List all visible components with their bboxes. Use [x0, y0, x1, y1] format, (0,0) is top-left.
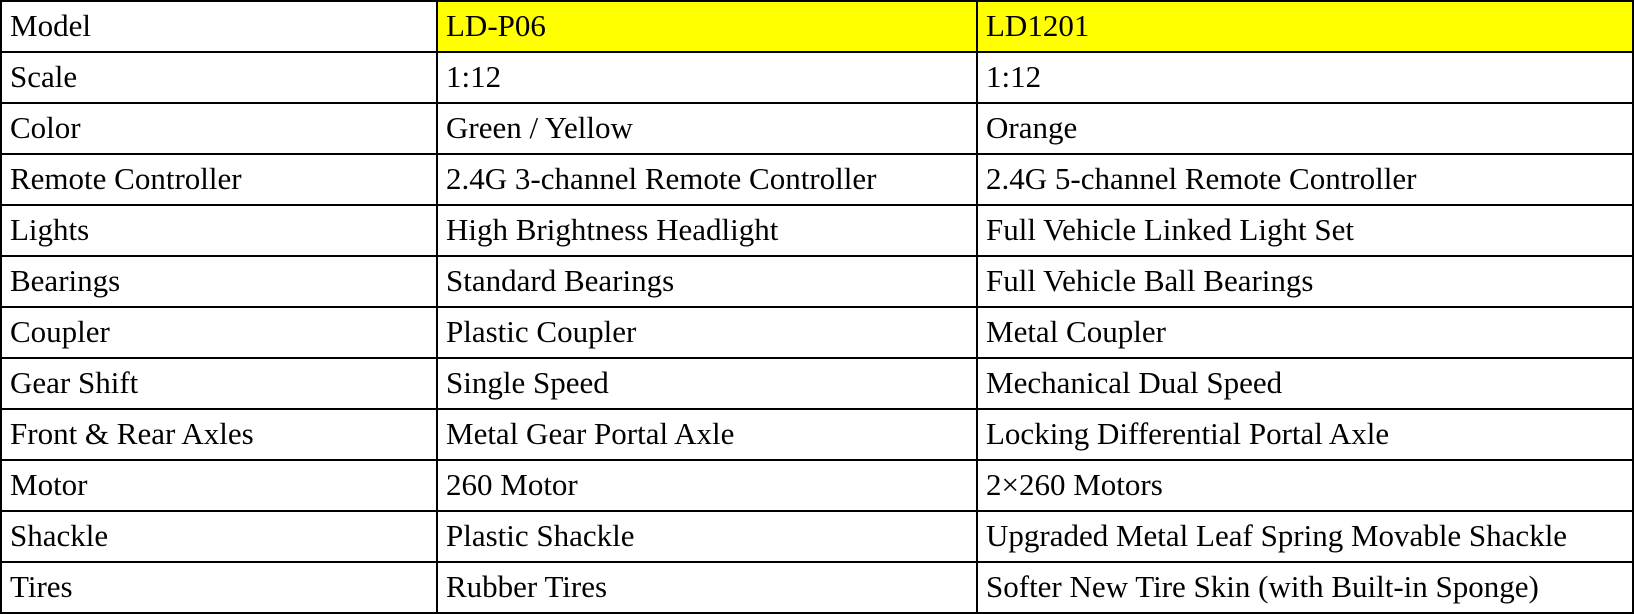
row-label: Gear Shift	[1, 358, 437, 409]
table-row	[1, 562, 1633, 613]
row-value-model-a: Plastic Shackle	[437, 511, 977, 562]
row-value-model-a: Single Speed	[437, 358, 977, 409]
row-value-model-b: 2×260 Motors	[977, 460, 1633, 511]
row-label: Color	[1, 103, 437, 154]
row-value-model-a: 260 Motor	[437, 460, 977, 511]
table-row	[1, 103, 1633, 154]
row-label: Model	[1, 1, 437, 52]
row-value-model-b: Locking Differential Portal Axle	[977, 409, 1633, 460]
row-value-model-b: Full Vehicle Linked Light Set	[977, 205, 1633, 256]
table-body	[1, 1, 1633, 613]
row-label: Coupler	[1, 307, 437, 358]
table-row	[1, 460, 1633, 511]
table-row	[1, 307, 1633, 358]
row-label: Bearings	[1, 256, 437, 307]
table-row	[1, 511, 1633, 562]
table-row	[1, 358, 1633, 409]
table-row	[1, 1, 1633, 52]
row-value-model-b: Mechanical Dual Speed	[977, 358, 1633, 409]
table-row	[1, 409, 1633, 460]
row-value-model-b: Softer New Tire Skin (with Built-in Sponge)	[977, 562, 1633, 613]
model-b-name: LD1201	[977, 1, 1633, 52]
row-label: Tires	[1, 562, 437, 613]
row-label: Scale	[1, 52, 437, 103]
row-label: Lights	[1, 205, 437, 256]
row-label: Motor	[1, 460, 437, 511]
row-value-model-b: 1:12	[977, 52, 1633, 103]
row-label: Front & Rear Axles	[1, 409, 437, 460]
row-value-model-a: Plastic Coupler	[437, 307, 977, 358]
row-value-model-b: Metal Coupler	[977, 307, 1633, 358]
row-value-model-a: 2.4G 3-channel Remote Controller	[437, 154, 977, 205]
row-label: Shackle	[1, 511, 437, 562]
row-value-model-a: Green / Yellow	[437, 103, 977, 154]
row-value-model-a: Standard Bearings	[437, 256, 977, 307]
row-value-model-b: Upgraded Metal Leaf Spring Movable Shackle	[977, 511, 1633, 562]
row-value-model-b: 2.4G 5-channel Remote Controller	[977, 154, 1633, 205]
row-value-model-a: Rubber Tires	[437, 562, 977, 613]
row-value-model-b: Orange	[977, 103, 1633, 154]
row-value-model-b: Full Vehicle Ball Bearings	[977, 256, 1633, 307]
table-row	[1, 205, 1633, 256]
row-value-model-a: 1:12	[437, 52, 977, 103]
row-value-model-a: Metal Gear Portal Axle	[437, 409, 977, 460]
row-label: Remote Controller	[1, 154, 437, 205]
table-row	[1, 256, 1633, 307]
table-row	[1, 154, 1633, 205]
model-a-name: LD-P06	[437, 1, 977, 52]
table-row	[1, 52, 1633, 103]
row-value-model-a: High Brightness Headlight	[437, 205, 977, 256]
